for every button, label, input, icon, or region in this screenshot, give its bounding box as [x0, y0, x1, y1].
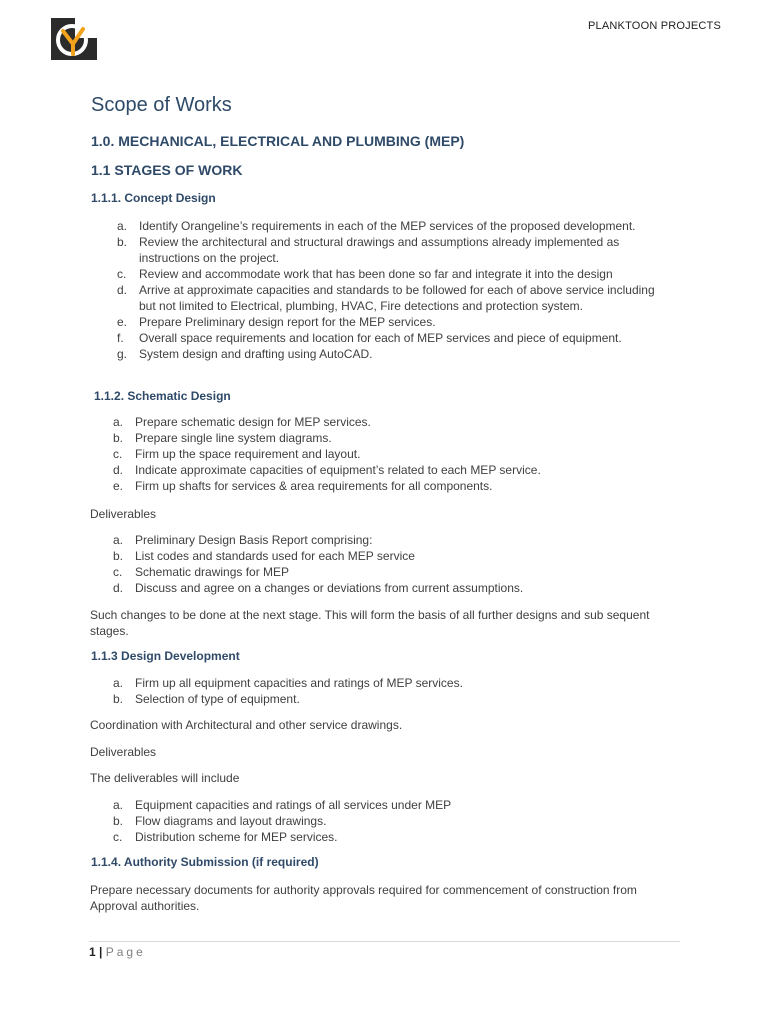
- heading-design-development: 1.1.3 Design Development: [91, 649, 240, 663]
- list-item: a. Firm up all equipment capacities and ratings of MEP services.: [113, 676, 463, 690]
- list-item: a. Preliminary Design Basis Report comprising:: [113, 533, 373, 547]
- section-heading-stages: 1.1 STAGES OF WORK: [91, 162, 243, 178]
- page-footer: [89, 945, 146, 959]
- page-label: Page: [105, 945, 146, 959]
- schematic-note: Such changes to be done at the next stage. This will form the basis of all further designs and sub sequent stages.: [90, 608, 650, 638]
- section-heading-mep: 1.0. MECHANICAL, ELECTRICAL AND PLUMBING (MEP): [91, 133, 465, 149]
- heading-authority-submission: 1.1.4. Authority Submission (if required): [91, 855, 319, 869]
- logo: [51, 18, 97, 60]
- schematic-design-list: [113, 414, 673, 494]
- list-item: b. Selection of type of equipment.: [113, 692, 300, 706]
- company-name: PLANKTOON PROJECTS: [588, 20, 721, 32]
- coordination-text: Coordination with Architectural and other service drawings.: [90, 718, 403, 732]
- list-item: c. Firm up the space requirement and layout.: [113, 447, 361, 461]
- design-development-deliverables-list: [113, 797, 673, 845]
- design-development-list: [113, 675, 673, 707]
- list-item: d. Discuss and agree on a changes or deviations from current assumptions.: [113, 581, 524, 595]
- list-item: a. Identify Orangeline’s requirements in each of the MEP services of the proposed development.: [117, 219, 636, 233]
- page-title: Scope of Works: [91, 94, 232, 116]
- deliverables-intro: The deliverables will include: [90, 771, 240, 785]
- list-item: d. Arrive at approximate capacities and standards to be followed for each of above service including but not limited to Electrical, plumbing, HVAC, Fire detections and protection system.: [117, 283, 655, 313]
- authority-text: Prepare necessary documents for authority approvals required for commencement of construction from Approval authorities.: [90, 883, 637, 913]
- heading-schematic-design: 1.1.2. Schematic Design: [94, 389, 231, 403]
- list-item: a. Equipment capacities and ratings of all services under MEP: [113, 798, 452, 812]
- list-item: e. Firm up shafts for services & area requirements for all components.: [113, 479, 493, 493]
- concept-design-list: [117, 218, 662, 362]
- list-item: b. Prepare single line system diagrams.: [113, 431, 332, 445]
- list-item: c. Review and accommodate work that has been done so far and integrate it into the design: [117, 267, 613, 281]
- list-item: b. Review the architectural and structural drawings and assumptions already implemented as instructions on the project.: [117, 235, 620, 265]
- page-number: 1 |: [89, 945, 103, 959]
- list-item: d. Indicate approximate capacities of equipment’s related to each MEP service.: [113, 463, 541, 477]
- list-item: g. System design and drafting using AutoCAD.: [117, 347, 373, 361]
- list-item: e. Prepare Preliminary design report for the MEP services.: [117, 315, 436, 329]
- list-item: a. Prepare schematic design for MEP services.: [113, 415, 371, 429]
- schematic-deliverables-list: [113, 532, 673, 596]
- list-item: f. Overall space requirements and location for each of MEP services and piece of equipment.: [117, 331, 622, 345]
- list-item: c. Distribution scheme for MEP services.: [113, 830, 338, 844]
- list-item: b. Flow diagrams and layout drawings.: [113, 814, 327, 828]
- deliverables-label: Deliverables: [90, 507, 157, 521]
- deliverables-label: Deliverables: [90, 745, 157, 759]
- list-item: c. Schematic drawings for MEP: [113, 565, 290, 579]
- footer-divider: [89, 941, 680, 942]
- list-item: b. List codes and standards used for each MEP service: [113, 549, 415, 563]
- heading-concept-design: 1.1.1. Concept Design: [91, 191, 216, 205]
